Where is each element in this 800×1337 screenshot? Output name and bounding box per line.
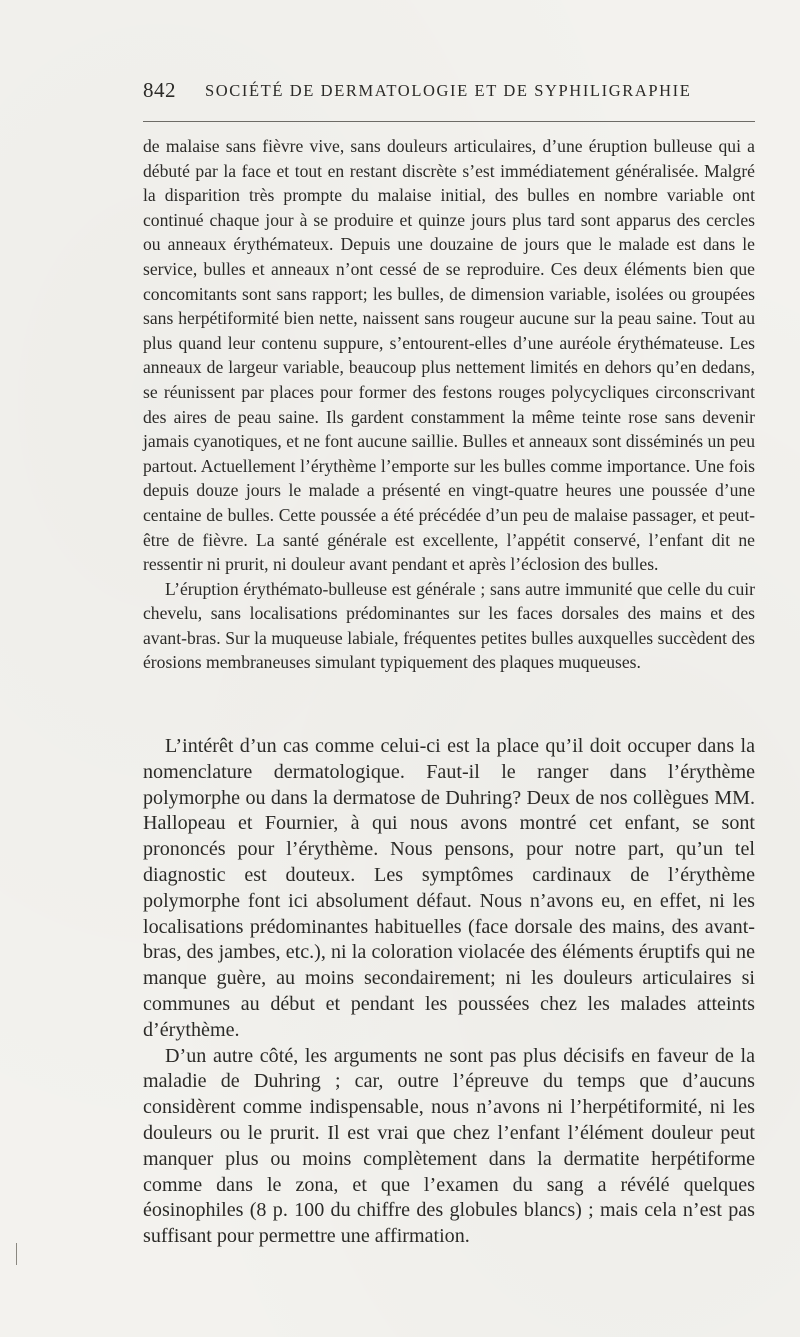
paragraph-eruption-details: L’éruption érythémato-bulleuse est générale ; sans autre immunité que celle du cuir chevelu, sans localisations prédominantes sur les faces dorsales des mains et des avant-bras. Sur la muqueuse labiale, fréquentes petites bulles auxquelles succèdent des érosions membraneuses simulant typiquement des plaques muqueuses. [143, 578, 755, 673]
page-number: 842 [143, 78, 176, 102]
paragraph-nomenclature: L’intérêt d’un cas comme celui-ci est la place qu’il doit occuper dans la nomenclature dermatologique. Faut-il le ranger dans l’érythème polymorphe ou dans la dermatose de Duhring? Deux de nos collègues MM. Hallopeau et Fournier, à qui nous avons montré cet enfant, se sont prononcés pour l’érythème. Nous pensons, pour notre part, qu’un tel diagnostic est douteux. Les symptômes cardinaux de l’érythème polymorphe font ici absolument défaut. Nous n’avons eu, en effet, ni les localisations prédominantes habituelles (face dorsale des mains, des avant-bras, des jambes, etc.), ni la coloration violacée des éléments éruptifs qui ne manque guère, au moins secondairement; ni les douleurs articulaires si communes au début et pendant les poussées chez les malades atteints d’érythème. [143, 735, 755, 1041]
case-description-block [143, 134, 755, 675]
margin-mark [16, 1243, 17, 1265]
paragraph-duhring-arguments: D’un autre côté, les arguments ne sont pas plus décisifs en faveur de la maladie de Duhring ; car, outre l’épreuve du temps que d’aucuns considèrent comme indispensable, nous n’avons ni l’herpétiformité, ni les douleurs ou le prurit. Il est vrai que chez l’enfant l’élément douleur peut manquer plus ou moins complètement dans la dermatite herpétiforme comme dans le zona, et que l’examen du sang a révélé quelques éosinophiles (8 p. 100 du chiffre des globules blancs) ; mais cela n’est pas suffisant pour permettre une affirmation. [143, 1044, 755, 1248]
header-rule [143, 121, 755, 122]
journal-title: SOCIÉTÉ DE DERMATOLOGIE ET DE SYPHILIGRAPHIE [205, 81, 692, 100]
discussion-block [143, 734, 755, 1250]
running-head [143, 78, 755, 108]
paragraph-case-history: de malaise sans fièvre vive, sans douleurs articulaires, d’une éruption bulleuse qui a débuté par la face et tout en restant discrète s’est immédiatement généralisée. Malgré la disparition très prompte du malaise initial, des bulles en nombre variable ont continué chaque jour à se produire et quinze jours plus tard sont apparus des cercles ou anneaux érythémateux. Depuis une douzaine de jours que le malade est dans le service, bulles et anneaux n’ont cessé de se reproduire. Ces deux éléments bien que concomitants sont sans rapport; les bulles, de dimension variable, isolées ou groupées sans herpétiformité bien nette, naissent sans rougeur aucune sur la peau saine. Tout au plus quand leur contenu suppure, s’entourent-elles d’une auréole érythémateuse. Les anneaux de largeur variable, beaucoup plus nettement limités en dehors qu’en dedans, se réunissent par places pour former des festons rouges polycycliques circonscrivant des aires de peau saine. Ils gardent constamment la même teinte rose sans devenir jamais cyanotiques, et ne font aucune saillie. Bulles et anneaux sont disséminés un peu partout. Actuellement l’érythème l’emporte sur les bulles comme importance. Une fois depuis douze jours le malade a présenté en vingt-quatre heures une poussée d’une centaine de bulles. Cette poussée a été précédée d’un peu de malaise passager, et peut-être de fièvre. La santé générale est excellente, l’appétit conservé, l’enfant dit ne ressentir ni prurit, ni douleur avant pendant et après l’éclosion des bulles. [143, 136, 755, 575]
